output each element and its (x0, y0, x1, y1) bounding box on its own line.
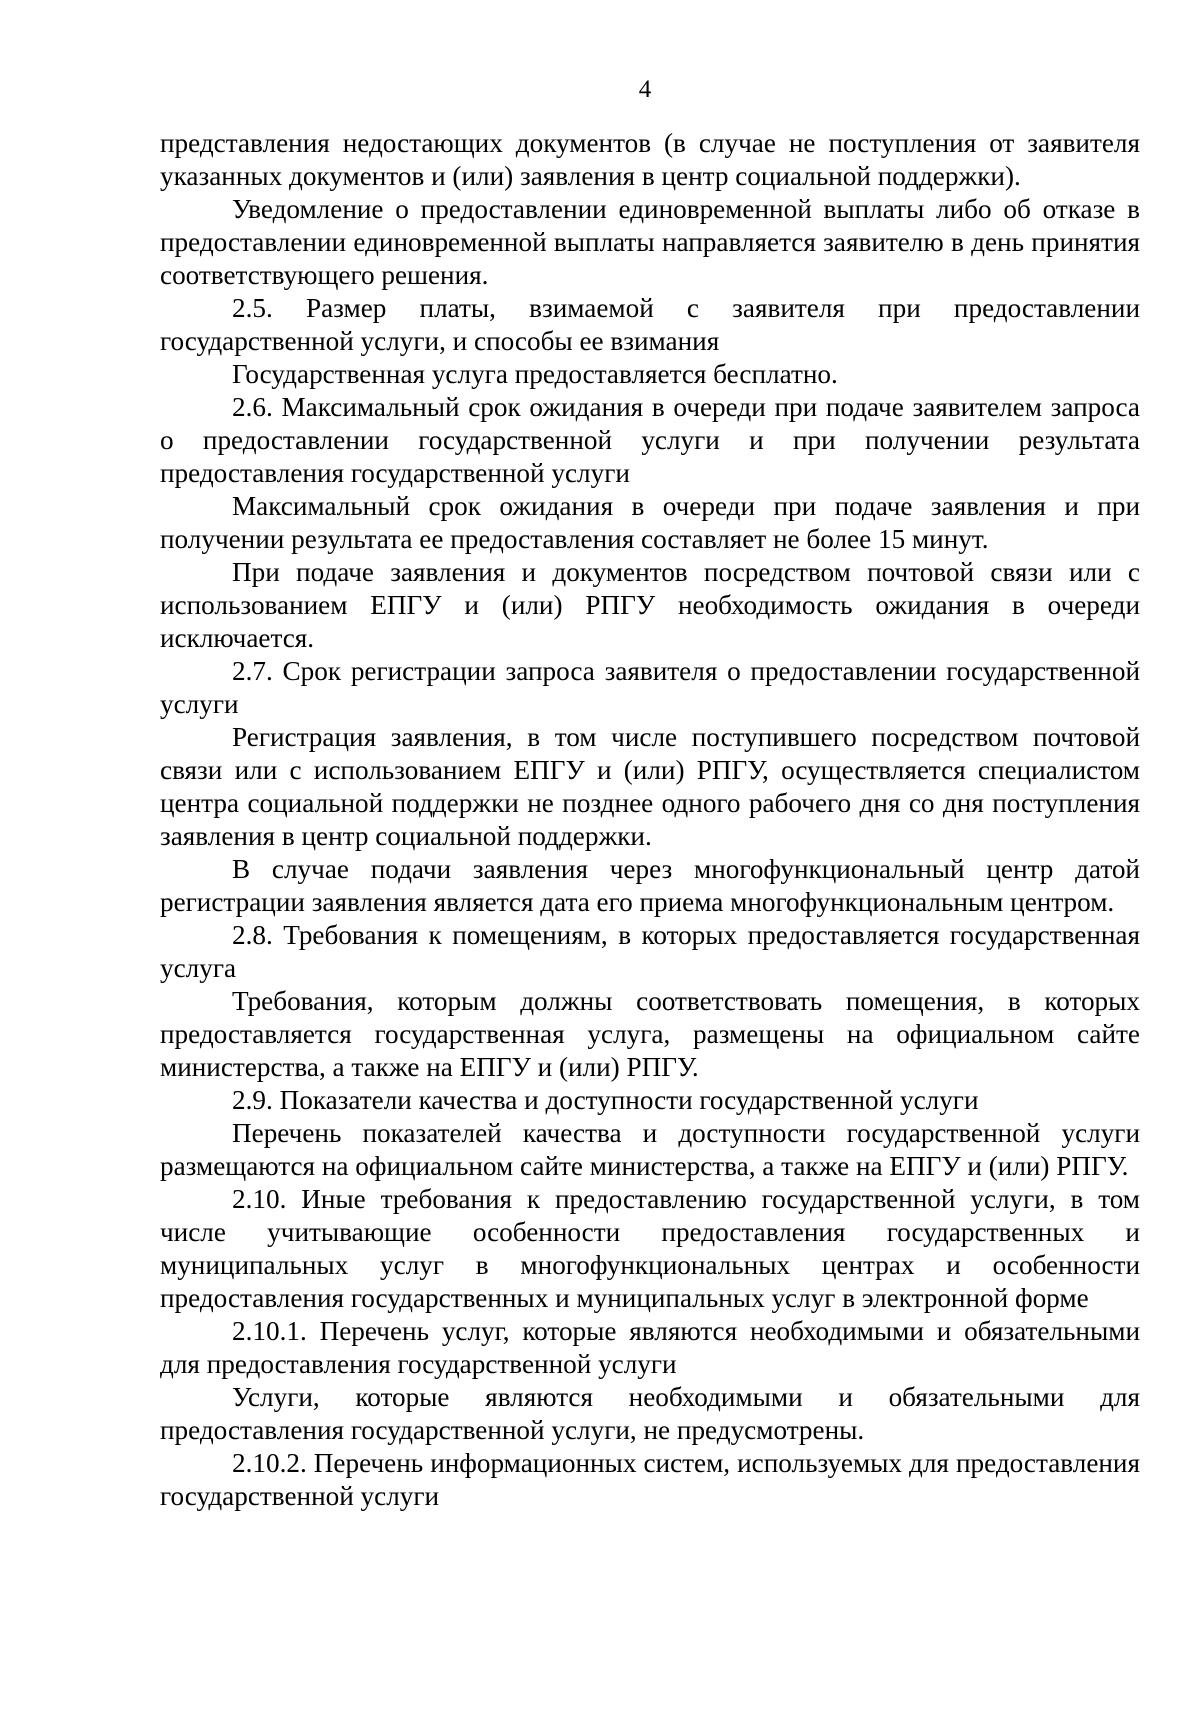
paragraph-max-wait: Максимальный срок ожидания в очереди при подаче заявления и при получении результата ее предоставления составляет не более 15 минут. (160, 491, 1140, 554)
section-heading-2-10-2: 2.10.2. Перечень информационных систем, используемых для предоставления государственной услуги (160, 1448, 1140, 1511)
section-heading-2-6: 2.6. Максимальный срок ожидания в очереди при подаче заявителем запроса о предоставлении государственной услуги и при получении результата предоставления государственной услуги (160, 392, 1140, 488)
section-heading-2-10: 2.10. Иные требования к предоставлению государственной услуги, в том числе учитывающие особенности предоставления государственных и муниципальных услуг в многофункциональных центрах и особенности предоставления государственных и муниципальных услуг в электронной форме (160, 1184, 1140, 1313)
paragraph-mfc-registration: В случае подачи заявления через многофункциональный центр датой регистрации заявления является дата его приема многофункциональным центром. (160, 854, 1140, 917)
section-heading-2-10-1: 2.10.1. Перечень услуг, которые являются необходимыми и обязательными для предоставления государственной услуги (160, 1316, 1140, 1379)
section-heading-2-7: 2.7. Срок регистрации запроса заявителя о предоставлении государственной услуги (160, 656, 1140, 719)
page-number: 4 (638, 76, 652, 103)
section-heading-2-8: 2.8. Требования к помещениям, в которых предоставляется государственная услуга (160, 920, 1140, 983)
paragraph-registration: Регистрация заявления, в том числе поступившего посредством почтовой связи или с использованием ЕПГУ и (или) РПГУ, осуществляется специалистом центра социальной поддержки не позднее одного рабочего дня со дня поступления заявления в центр социальной поддержки. (160, 722, 1140, 851)
paragraph-quality-indicators: Перечень показателей качества и доступности государственной услуги размещаются на официальном сайте министерства, а также на ЕПГУ и (или) РПГУ. (160, 1118, 1140, 1181)
section-heading-2-9: 2.9. Показатели качества и доступности государственной услуги (232, 1085, 979, 1115)
paragraph-notification: Уведомление о предоставлении единовременной выплаты либо об отказе в предоставлении единовременной выплаты направляется заявителю в день принятия соответствующего решения. (160, 194, 1140, 290)
paragraph-premises-requirements: Требования, которым должны соответствовать помещения, в которых предоставляется государственная услуга, размещены на официальном сайте министерства, а также на ЕПГУ и (или) РПГУ. (160, 986, 1140, 1082)
document-body (160, 127, 1140, 1513)
paragraph-free-service: Государственная услуга предоставляется бесплатно. (232, 359, 838, 389)
paragraph-no-required-services: Услуги, которые являются необходимыми и обязательными для предоставления государственной услуги, не предусмотрены. (160, 1382, 1140, 1445)
paragraph-continuation: представления недостающих документов (в случае не поступления от заявителя указанных документов и (или) заявления в центр социальной поддержки). (160, 128, 1140, 191)
section-heading-2-5: 2.5. Размер платы, взимаемой с заявителя при предоставлении государственной услуги, и способы ее взимания (160, 293, 1140, 356)
paragraph-mail-submission: При подаче заявления и документов посредством почтовой связи или с использованием ЕПГУ и (или) РПГУ необходимость ожидания в очереди исключается. (160, 557, 1140, 653)
